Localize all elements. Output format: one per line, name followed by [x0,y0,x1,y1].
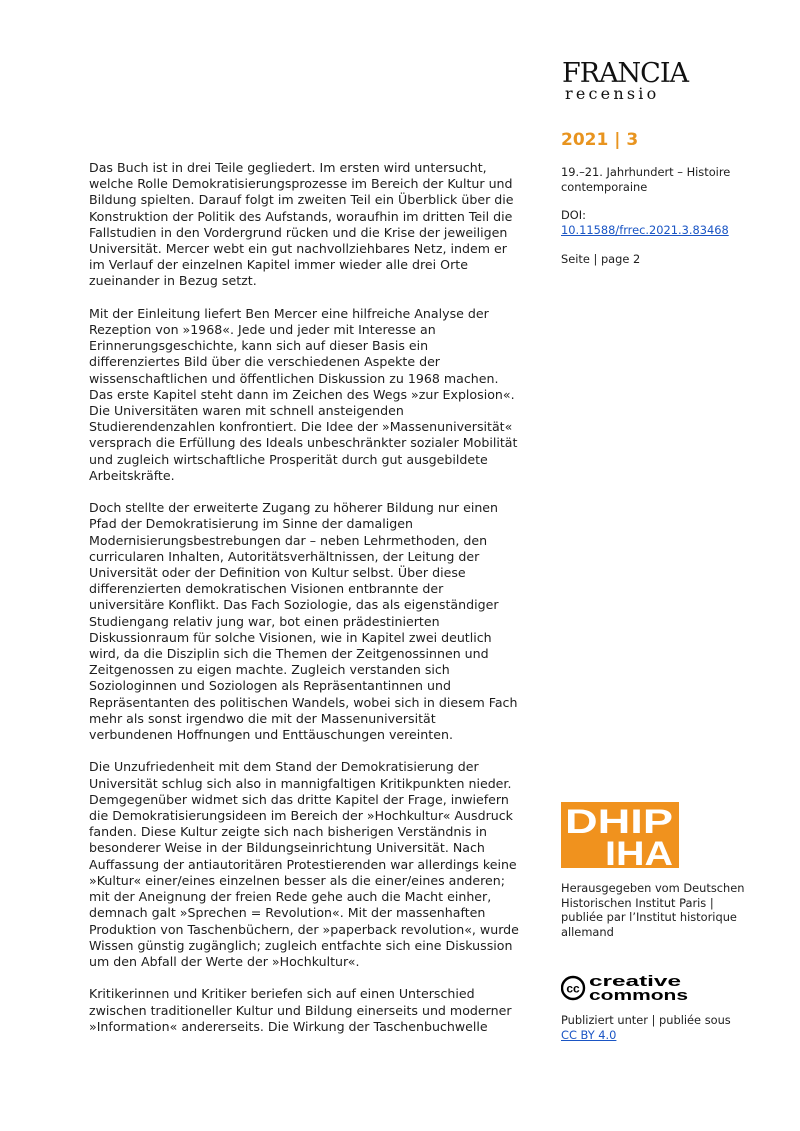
cc-logo-line2: commons [589,987,688,1003]
cc-logo-line1: creative [589,973,681,990]
license-link[interactable]: CC BY 4.0 [561,1027,617,1042]
article-body [89,160,519,1051]
logo-francia-text: FRANCIA [562,58,689,89]
dhip-logo-line1: DHIP [565,803,673,841]
paragraph-1: Das Buch ist in drei Teile gegliedert. Im ersten wird untersucht, welche Rolle Demokratisierungsprozesse im Bereich der Kultur und Bildung spielten. Darauf folgt im zweiten Teil ein Überblick über die Konstruktion der Politik des Aufstands, woraufhin im dritten Teil die Fallstudien in den Vordergrund rücken und die Krise der jeweiligen Universität. Mercer webt ein gut nachvollziehbares Netz, indem er im Verlauf der einzelnen Kapitel immer wieder alle drei Orte zueinander in Bezug setzt. [89,160,514,289]
page-number: Seite | page 2 [561,252,641,266]
license-block [561,1013,761,1042]
doi-block [561,208,761,237]
paragraph-5: Kritikerinnen und Kritiker beriefen sich auf einen Unterschied zwischen traditioneller Kultur und Bildung einerseits und moderner »Information« andererseits. Die Wirkung der Taschenbuchwelle [89,986,512,1034]
creative-commons-logo [561,973,691,1003]
doi-link[interactable]: 10.11588/frrec.2021.3.83468 [561,222,729,237]
logo-recensio-text: recensio [565,84,660,103]
doi-label: DOI: [561,208,586,222]
paragraph-3: Doch stellte der erweiterte Zugang zu höherer Bildung nur einen Pfad der Demokratisierung im Sinne der damaligen Modernisierungsbestrebungen dar – neben Lehrmethoden, den curricularen Inhalten, Autoritätsverhältnissen, der Leitung der Universität oder der Definition von Kultur selbst. Über diese differenzierten demokratischen Visionen entbrannte der universitäre Konflikt. Das Fach Soziologie, das als eigenständiger Studiengang relativ jung war, bot einen prädestinierten Diskussionraum für solche Visionen, wie in Kapitel zwei deutlich wird, da die Disziplin sich die Themen der Zeitgenossinnen und Zeitgenossen zu eigen machte. Zugleich verstanden sich Soziologinnen und Soziologen als Repräsentantinnen und Repräsentanten des politischen Wandels, wobei sich in diesem Fach mehr als sonst irgendwo die mit der Massenuniversität verbundenen Hoffnungen und Enttäuschungen vereinten. [89,500,518,743]
era-label: 19.–21. Jahrhundert – Histoire contemporaine [561,165,731,194]
paragraph-4: Die Unzufriedenheit mit dem Stand der Demokratisierung der Universität schlug sich also in mannigfaltigen Kritikpunkten nieder. Demgegenüber widmet sich das dritte Kapitel der Frage, inwiefern die Demokratisierungsideen im Bereich der »Hochkultur« Ausdruck fanden. Diese Kultur zeigte sich nach bisherigen Verständnis in besonderer Weise in der Bildungseinrichtung Universität. Nach Auffassung der antiautoritären Protestierenden war allerdings keine »Kultur« einer/eines einzelnen besser als die einer/eines anderen; mit der Aneignung der freien Rede gehe auch die Macht einher, demnach galt »Sprechen = Revolution«. Mit der massenhaften Produktion von Taschenbüchern, der »paperback revolution«, wurde Wissen günstig zugänglich; zugleich entfachte sich eine Diskussion um den Abfall der Werte der »Hochkultur«. [89,759,519,969]
cc-mark: cc [566,981,580,996]
paragraph-2: Mit der Einleitung liefert Ben Mercer eine hilfreiche Analyse der Rezeption von »1968«. Jede und jeder mit Interesse an Erinnerungsgeschichte, kann sich auf dieser Basis ein differenziertes Bild über die verschiedenen Aspekte der wissenschaftlichen und öffentlichen Diskussion zu 1968 machen. Das erste Kapitel steht dann im Zeichen des Wegs »zur Explosion«. Die Universitäten waren mit schnell ansteigenden Studierendenzahlen konfrontiert. Die Idee der »Massenuniversität« versprach die Erfüllung des Ideals unbeschränkter sozialer Mobilität und zugleich wirtschaftliche Prosperität durch gut ausgebildete Arbeitskräfte. [89,305,518,483]
dhip-logo-line2: IHA [605,835,673,868]
issue-number: 2021 | 3 [561,130,639,150]
publisher-text: Herausgegeben vom Deutschen Historischen Institut Paris | publiée par l’Institut historique allemand [561,881,745,939]
dhip-iha-logo [561,802,679,868]
license-text: Publiziert unter | publiée sous [561,1013,731,1027]
francia-recensio-logo [562,60,712,101]
